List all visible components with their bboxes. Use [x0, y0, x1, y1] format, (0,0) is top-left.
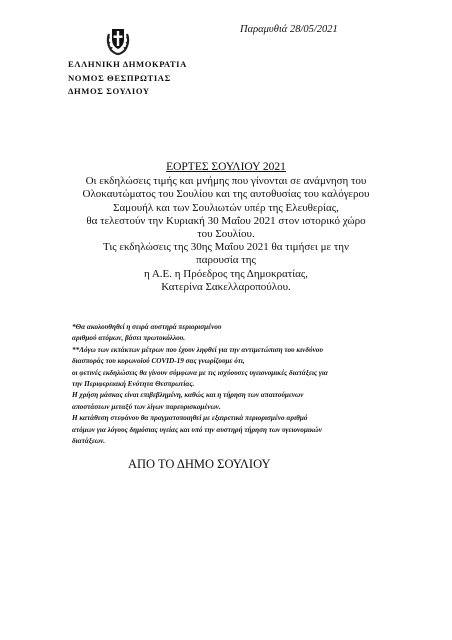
note-line: διατάξεων.	[72, 437, 106, 446]
date-line: Παραμυθιά 28/05/2021	[240, 24, 338, 35]
note-line: αποστάσεων μεταξύ των λίγων παρευρισκομένων.	[72, 402, 221, 411]
note-line: την Περιφερειακή Ενότητα Θεσπρωτίας.	[72, 380, 195, 389]
note-line: Η χρήση μάσκας είναι επιβεβλημένη, καθώς και η τήρηση των απαιτούμενων	[72, 391, 304, 400]
issuer-header	[68, 58, 187, 99]
note-line: αριθμού ατόμων, βάσει πρωτοκόλλου.	[72, 334, 186, 343]
announcement-line: η Α.Ε. η Πρόεδρος της Δημοκρατίας,	[143, 267, 309, 280]
note-line: οι φετινές εκδηλώσεις θα γίνουν σύμφωνα με τις ισχύουσες υγειονομικές διατάξεις για	[72, 368, 328, 377]
signature-line: ΑΠΟ ΤΟ ΔΗΜΟ ΣΟΥΛΙΟΥ	[128, 457, 271, 471]
note-line: Η κατάθεση στεφάνου θα πραγματοποιηθεί με εξαιρετικά περιορισμένο αριθμό	[72, 414, 308, 423]
announcement-body	[40, 161, 412, 294]
greek-coat-of-arms-icon	[104, 26, 132, 56]
announcement-line: του Σουλίου.	[197, 228, 255, 241]
covid-notes	[72, 322, 382, 447]
announcement-line: θα τελεστούν την Κυριακή 30 Μαΐου 2021 στον ιστορικό χώρο	[86, 214, 366, 227]
header-line-country: ΕΛΛΗΝΙΚΗ ΔΗΜΟΚΡΑΤΙΑ	[68, 59, 187, 69]
header-line-municipality: ΔΗΜΟΣ ΣΟΥΛΙΟΥ	[68, 86, 150, 96]
header-line-prefecture: ΝΟΜΟΣ ΘΕΣΠΡΩΤΙΑΣ	[68, 72, 171, 83]
announcement-line: παρουσία της	[196, 254, 256, 267]
announcement-line: Τις εκδηλώσεις της 30ης Μαΐου 2021 θα τιμήσει με την	[102, 241, 349, 254]
note-line: ατόμων για λόγους δημόσιας υγείας και υπό την αυστηρή τήρηση των υγειονομικών	[72, 425, 322, 434]
note-line: διασποράς του κορωνοϊού COVID-19 σας γνωρίζουμε ότι,	[72, 357, 245, 366]
announcement-line: Οι εκδηλώσεις τιμής και μνήμης που γίνονται σε ανάμνηση του	[85, 175, 367, 188]
announcement-line: Σαμουήλ και των Σουλιωτών υπέρ της Ελευθερίας,	[113, 201, 339, 214]
note-line: *Θα ακολουθηθεί η σειρά αυστηρά περιορισμένου	[72, 323, 222, 331]
announcement-line: Ολοκαυτώματος του Σουλίου και της αυτοθυσίας του καλόγερου	[82, 188, 370, 201]
announcement-title: ΕΟΡΤΕΣ ΣΟΥΛΙΟΥ 2021	[166, 161, 286, 173]
note-line: **Λόγω των εκτάκτων μέτρων που έχουν ληφθεί για την αντιμετώπιση του κινδύνου	[72, 345, 323, 354]
announcement-line: Κατερίνα Σακελλαροπούλου.	[161, 280, 291, 293]
